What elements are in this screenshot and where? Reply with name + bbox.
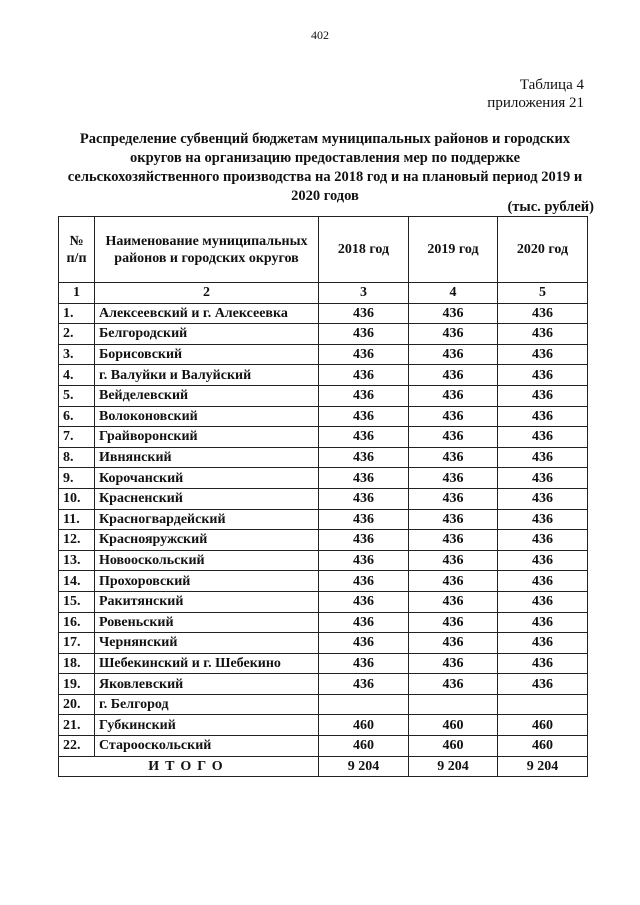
value-2018: 436 bbox=[319, 324, 409, 345]
district-name: Новооскольский bbox=[95, 550, 319, 571]
row-number: 2. bbox=[59, 324, 95, 345]
row-number: 21. bbox=[59, 715, 95, 736]
row-number: 13. bbox=[59, 550, 95, 571]
district-name: Губкинский bbox=[95, 715, 319, 736]
value-2018: 436 bbox=[319, 427, 409, 448]
table-row bbox=[59, 653, 588, 674]
column-number: 3 bbox=[319, 283, 409, 304]
header-name: Наименование муниципальных районов и городских округов bbox=[95, 217, 319, 283]
row-number: 20. bbox=[59, 694, 95, 715]
row-number: 6. bbox=[59, 406, 95, 427]
row-number: 18. bbox=[59, 653, 95, 674]
table-row bbox=[59, 694, 588, 715]
value-2020: 460 bbox=[498, 736, 588, 757]
header-2019: 2019 год bbox=[409, 217, 498, 283]
district-name: Ракитянский bbox=[95, 591, 319, 612]
value-2018: 436 bbox=[319, 550, 409, 571]
value-2019 bbox=[409, 694, 498, 715]
district-name: Алексеевский и г. Алексеевка bbox=[95, 303, 319, 324]
table-row bbox=[59, 509, 588, 530]
table-row bbox=[59, 550, 588, 571]
district-name: Вейделевский bbox=[95, 385, 319, 406]
row-number: 15. bbox=[59, 591, 95, 612]
row-number: 1. bbox=[59, 303, 95, 324]
total-2020: 9 204 bbox=[498, 756, 588, 777]
value-2018: 460 bbox=[319, 715, 409, 736]
value-2020: 436 bbox=[498, 365, 588, 386]
value-2018: 436 bbox=[319, 488, 409, 509]
district-name: Яковлевский bbox=[95, 674, 319, 695]
row-number: 10. bbox=[59, 488, 95, 509]
row-number: 16. bbox=[59, 612, 95, 633]
units-label: (тыс. рублей) bbox=[507, 199, 594, 215]
total-2018: 9 204 bbox=[319, 756, 409, 777]
district-name: г. Валуйки и Валуйский bbox=[95, 365, 319, 386]
value-2018: 436 bbox=[319, 633, 409, 654]
value-2019: 436 bbox=[409, 344, 498, 365]
table-row bbox=[59, 633, 588, 654]
value-2019: 436 bbox=[409, 633, 498, 654]
value-2020: 436 bbox=[498, 550, 588, 571]
table-row bbox=[59, 385, 588, 406]
value-2019: 436 bbox=[409, 427, 498, 448]
header-number: № п/п bbox=[59, 217, 95, 283]
column-number-row bbox=[59, 283, 588, 304]
row-number: 17. bbox=[59, 633, 95, 654]
appendix-reference bbox=[487, 76, 584, 112]
value-2019: 436 bbox=[409, 447, 498, 468]
district-name: Краснояружский bbox=[95, 530, 319, 551]
header-2020: 2020 год bbox=[498, 217, 588, 283]
table-row bbox=[59, 427, 588, 448]
district-name: Борисовский bbox=[95, 344, 319, 365]
row-number: 4. bbox=[59, 365, 95, 386]
table-row bbox=[59, 365, 588, 386]
table-row bbox=[59, 571, 588, 592]
table-body bbox=[59, 303, 588, 756]
column-number: 5 bbox=[498, 283, 588, 304]
header-2018: 2018 год bbox=[319, 217, 409, 283]
value-2018: 436 bbox=[319, 674, 409, 695]
value-2020: 436 bbox=[498, 427, 588, 448]
appendix-number: приложения 21 bbox=[487, 95, 584, 111]
row-number: 5. bbox=[59, 385, 95, 406]
table-row bbox=[59, 612, 588, 633]
value-2018: 436 bbox=[319, 612, 409, 633]
district-name: г. Белгород bbox=[95, 694, 319, 715]
value-2020 bbox=[498, 694, 588, 715]
value-2019: 436 bbox=[409, 674, 498, 695]
value-2019: 436 bbox=[409, 591, 498, 612]
row-number: 12. bbox=[59, 530, 95, 551]
district-name: Белгородский bbox=[95, 324, 319, 345]
district-name: Волоконовский bbox=[95, 406, 319, 427]
district-name: Ровеньский bbox=[95, 612, 319, 633]
value-2020: 436 bbox=[498, 303, 588, 324]
value-2018: 436 bbox=[319, 591, 409, 612]
document-title: Распределение субвенций бюджетам муниципальных районов и городских округов на организацию предоставления мер по поддержке сельскохозяйственного производства на 2018 год и на плановый период 2019 и 2020 годов bbox=[67, 131, 583, 204]
value-2020: 436 bbox=[498, 633, 588, 654]
district-name: Корочанский bbox=[95, 468, 319, 489]
district-name: Старооскольский bbox=[95, 736, 319, 757]
value-2020: 436 bbox=[498, 324, 588, 345]
value-2020: 436 bbox=[498, 447, 588, 468]
value-2020: 436 bbox=[498, 509, 588, 530]
district-name: Шебекинский и г. Шебекино bbox=[95, 653, 319, 674]
value-2020: 436 bbox=[498, 674, 588, 695]
value-2020: 436 bbox=[498, 612, 588, 633]
value-2020: 436 bbox=[498, 468, 588, 489]
table-row bbox=[59, 488, 588, 509]
value-2020: 436 bbox=[498, 385, 588, 406]
row-number: 19. bbox=[59, 674, 95, 695]
total-2019: 9 204 bbox=[409, 756, 498, 777]
value-2018: 436 bbox=[319, 509, 409, 530]
value-2019: 436 bbox=[409, 406, 498, 427]
value-2020: 436 bbox=[498, 488, 588, 509]
column-number: 1 bbox=[59, 283, 95, 304]
total-row bbox=[59, 756, 588, 777]
value-2018: 436 bbox=[319, 468, 409, 489]
value-2019: 436 bbox=[409, 612, 498, 633]
value-2018: 436 bbox=[319, 406, 409, 427]
value-2019: 436 bbox=[409, 530, 498, 551]
value-2018 bbox=[319, 694, 409, 715]
row-number: 22. bbox=[59, 736, 95, 757]
row-number: 8. bbox=[59, 447, 95, 468]
value-2020: 436 bbox=[498, 653, 588, 674]
value-2020: 436 bbox=[498, 591, 588, 612]
value-2019: 436 bbox=[409, 365, 498, 386]
row-number: 9. bbox=[59, 468, 95, 489]
row-number: 14. bbox=[59, 571, 95, 592]
table-row bbox=[59, 674, 588, 695]
table-row bbox=[59, 344, 588, 365]
value-2020: 436 bbox=[498, 406, 588, 427]
value-2020: 460 bbox=[498, 715, 588, 736]
table-row bbox=[59, 468, 588, 489]
value-2019: 436 bbox=[409, 653, 498, 674]
value-2018: 436 bbox=[319, 385, 409, 406]
table-row bbox=[59, 447, 588, 468]
row-number: 3. bbox=[59, 344, 95, 365]
value-2019: 436 bbox=[409, 488, 498, 509]
table-number: Таблица 4 bbox=[519, 77, 584, 93]
table-header-row bbox=[59, 217, 588, 283]
value-2019: 436 bbox=[409, 550, 498, 571]
row-number: 11. bbox=[59, 509, 95, 530]
table-row bbox=[59, 715, 588, 736]
value-2018: 436 bbox=[319, 365, 409, 386]
table-row bbox=[59, 530, 588, 551]
value-2018: 436 bbox=[319, 344, 409, 365]
table-row bbox=[59, 591, 588, 612]
value-2020: 436 bbox=[498, 530, 588, 551]
total-label: ИТОГО bbox=[59, 756, 319, 777]
value-2019: 436 bbox=[409, 303, 498, 324]
district-name: Прохоровский bbox=[95, 571, 319, 592]
value-2020: 436 bbox=[498, 571, 588, 592]
district-name: Грайворонский bbox=[95, 427, 319, 448]
value-2019: 436 bbox=[409, 571, 498, 592]
district-name: Ивнянский bbox=[95, 447, 319, 468]
column-number: 4 bbox=[409, 283, 498, 304]
value-2019: 436 bbox=[409, 509, 498, 530]
value-2018: 436 bbox=[319, 303, 409, 324]
table-row bbox=[59, 303, 588, 324]
value-2019: 436 bbox=[409, 324, 498, 345]
table-row bbox=[59, 736, 588, 757]
value-2019: 436 bbox=[409, 468, 498, 489]
table-row bbox=[59, 324, 588, 345]
value-2020: 436 bbox=[498, 344, 588, 365]
value-2018: 436 bbox=[319, 653, 409, 674]
value-2019: 460 bbox=[409, 736, 498, 757]
district-name: Красненский bbox=[95, 488, 319, 509]
value-2018: 436 bbox=[319, 447, 409, 468]
column-number: 2 bbox=[95, 283, 319, 304]
value-2018: 436 bbox=[319, 530, 409, 551]
subsidy-table bbox=[58, 216, 588, 777]
table-row bbox=[59, 406, 588, 427]
value-2018: 436 bbox=[319, 571, 409, 592]
value-2018: 460 bbox=[319, 736, 409, 757]
district-name: Красногвардейский bbox=[95, 509, 319, 530]
value-2019: 460 bbox=[409, 715, 498, 736]
value-2019: 436 bbox=[409, 385, 498, 406]
page-number: 402 bbox=[311, 28, 329, 42]
district-name: Чернянский bbox=[95, 633, 319, 654]
row-number: 7. bbox=[59, 427, 95, 448]
